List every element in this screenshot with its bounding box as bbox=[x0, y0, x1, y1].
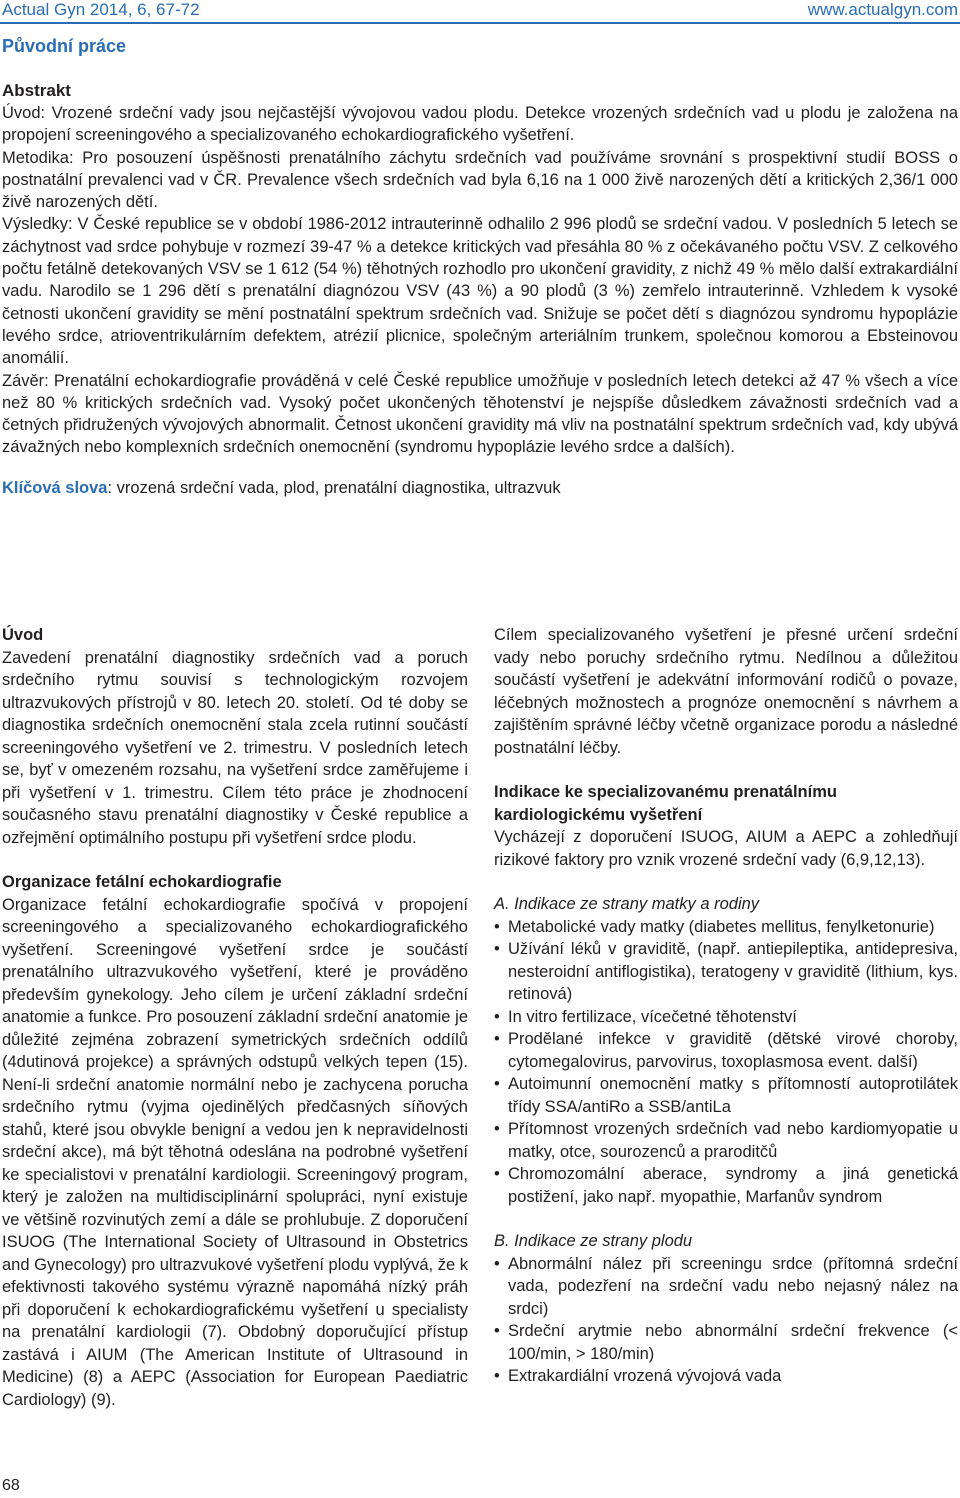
abstract-conclusion: Závěr: Prenatální echokardiografie prováděná v celé České republice umožňuje v posledních letech detekci až 47 % všech a více než 80 % kritických srdečních vad. Vysoký počet ukončených těhotenství je nejspíše důsledkem závažnosti srdečních vad a četných přidružených vývojových abnormalit. Četnost ukončení gravidity má vliv na postnatální spektrum srdečních vad, kdy ubývá závažných nebo komplexních srdečních onemocnění (syndromu hypoplázie levého srdce a dalších). bbox=[2, 371, 958, 457]
aim-text: Cílem specializovaného vyšetření je přesné určení srdeční vady nebo poruchy srdečního rytmu. Nedílnou a důležitou součástí vyšetření je adekvátní informování rodičů o povaze, léčebných možnostech a prognóze onemocnění s návrhem a zajištěním správné léčby včetně organizace porodu a následné postnatální léčby. bbox=[494, 626, 958, 757]
indications-heading: Indikace ke specializovanému prenatálnímu kardiologickému vyšetření bbox=[494, 783, 837, 824]
keywords-label: Klíčová slova bbox=[2, 478, 108, 497]
list-item: • Metabolické vady matky (diabetes mellitus, fenylketonurie) bbox=[494, 916, 958, 939]
intro-text: Zavedení prenatální diagnostiky srdečních vad a poruch srdečního rytmu souvisí s technologickým rozvojem ultrazvukových přístrojů v 80. letech 20. století. Od té doby se diagnostika srdečních onemocnění stala zcela rutinní součástí screeningového vyšetření ve 2. trimestru. V posledních letech se, byť v omezeném rozsahu, na vyšetření srdce zaměřujeme i při vyšetření v 1. trimestru. Cílem této práce je zhodnocení současného stavu prenatální diagnostiky v České republice a ozřejmění optimálního postupu při vyšetření srdce plodu. bbox=[2, 648, 468, 847]
abstract-intro: Úvod: Vrozené srdeční vady jsou nejčastější vývojovou vadou plodu. Detekce vrozených srdečních vad u plodu je založena na propojení screeningového a specializovaného echokardiografického vyšetření. bbox=[2, 104, 958, 145]
bullet-icon: • bbox=[494, 1367, 500, 1385]
abstract-heading: Abstrakt bbox=[2, 81, 71, 100]
subheading-fetus: B. Indikace ze strany plodu bbox=[494, 1232, 693, 1250]
abstract bbox=[2, 80, 958, 499]
list-item: • Autoimunní onemocnění matky s přítomností autoprotilátek třídy SSA/antiRo a SSB/antiLa bbox=[494, 1075, 958, 1116]
list-item: • Užívání léků v graviditě, (např. antiepileptika, antidepresiva, nesteroidní antiflogistika), teratogeny v graviditě (lithium, kys. retinová) bbox=[494, 940, 958, 1003]
left-column bbox=[2, 624, 468, 1411]
keywords bbox=[2, 477, 958, 499]
abstract-methods: Metodika: Pro posouzení úspěšnosti prenatálního záchytu srdečních vad používáme srovnání s prospektivní studií BOSS o postnatální prevalenci vad v ČR. Prevalence všech srdečních vad byla 6,16 na 1 000 živě narozených dětí a kritických 2,36/1 000 živě narozených dětí. bbox=[2, 148, 958, 212]
bullet-icon: • bbox=[494, 1120, 500, 1138]
organization-text: Organizace fetální echokardiografie spočívá v propojení screeningového a specializovaného echokardiografického vyšetření. Screeningové vyšetření srdce je součástí prenatálního ultrazvukového vyšetření, které je prováděno především gynekology. Jeho cílem je určení základní srdeční anatomie a funkce. Pro posouzení základní srdeční anatomie je důležité zejména zobrazení symetrických srdečních oddílů (4dutinová projekce) a správných odstupů velkých tepen (15). Není-li srdeční anatomie normální nebo je zachycena porucha srdečního rytmu (vyjma ojedinělých předčasných síňových stahů, které jsou obvykle benigní a vedou jen k nepravidelnosti srdeční akce), má být těhotná odeslána na podrobné vyšetření ke specialistovi v prenatální kardiologii. Screeningový program, který je založen na multidisciplinární spolupráci, nyní existuje ve většině rozvinutých zemí a dále se prohlubuje. Z doporučení ISUOG (The International Society of Ultrasound in Obstetrics and Gynecology) pro ultrazvukové vyšetření plodu vyplývá, že k efektivnosti takového systému výrazně napomáhá nízký práh při doporučení k echokardiografickému vyšetření u specialisty na prenatální kardiologii (7). Obdobný doporučující přístup zastává i AIUM (The American Institute of Ultrasound in Medicine) (8) a AEPC (Association for European Paediatric Cardiology) (9). bbox=[2, 895, 468, 1409]
list-mother-indications bbox=[494, 916, 958, 1209]
bullet-icon: • bbox=[494, 1075, 500, 1093]
journal-url[interactable]: www.actualgyn.com bbox=[807, 0, 958, 19]
bullet-icon: • bbox=[494, 1322, 500, 1340]
bullet-icon: • bbox=[494, 940, 500, 958]
list-item: • Abnormální nález při screeningu srdce (přítomná srdeční vada, podezření na srdeční vadu nebo nejasný nález na srdci) bbox=[494, 1254, 958, 1318]
page-number: 68 bbox=[2, 1477, 20, 1494]
subheading-mother: A. Indikace ze strany matky a rodiny bbox=[494, 895, 760, 913]
indications-text: Vycházejí z doporučení ISUOG, AIUM a AEPC a zohledňují rizikové faktory pro vznik vrozené srdeční vady (6,9,12,13). bbox=[494, 828, 958, 869]
bullet-icon: • bbox=[494, 1007, 500, 1026]
running-header bbox=[0, 0, 960, 24]
bullet-icon: • bbox=[494, 1254, 500, 1273]
bullet-icon: • bbox=[494, 917, 500, 936]
right-column bbox=[494, 624, 958, 1388]
list-item: • Prodělané infekce v graviditě (dětské virové choroby, cytomegalovirus, parvovirus, toxoplasmosa event. další) bbox=[494, 1030, 958, 1071]
organization-heading: Organizace fetální echokardiografie bbox=[2, 873, 282, 891]
bullet-icon: • bbox=[494, 1165, 500, 1183]
list-item: • Přítomnost vrozených srdečních vad nebo kardiomyopatie u matky, otce, sourozenců a praroditčů bbox=[494, 1120, 958, 1161]
list-item: • Srdeční arytmie nebo abnormální srdeční frekvence (< 100/min, > 180/min) bbox=[494, 1322, 958, 1363]
intro-heading: Úvod bbox=[2, 626, 44, 644]
list-item: • Extrakardiální vrozená vývojová vada bbox=[494, 1365, 958, 1388]
list-item: • In vitro fertilizace, vícečetné těhotenství bbox=[494, 1006, 958, 1029]
article-type: Původní práce bbox=[2, 36, 127, 56]
journal-citation: Actual Gyn 2014, 6, 67-72 bbox=[2, 0, 200, 19]
list-item: • Chromozomální aberace, syndromy a jiná genetická postižení, jako např. myopathie, Marfanův syndrom bbox=[494, 1165, 958, 1206]
abstract-results: Výsledky: V České republice se v období 1986-2012 intrauterinně odhalilo 2 996 plodů se srdeční vadou. V posledních 5 letech se záchytnost vad srdce pohybuje v rozmezí 39-47 % a detekce kritických vad přesáhla 80 % z očekávaného počtu VSV. Z celkového počtu fetálně detekovaných VSV se 1 612 (54 %) těhotných rozhodlo pro ukončení gravidity, z nichž 49 % mělo další extrakardiální vadu. Narodilo se 1 296 dětí s prenatální diagnózou VSV (43 %) a 90 plodů (3 %) zemřelo intrauterinně. Vzhledem k vysoké četnosti ukončení gravidity se mění postnatální spektrum srdečních vad. Snižuje se počet dětí s diagnózou syndromu hypoplázie levého srdce, atrioventrikulárním defektem, atrézií plicnice, společným arteriálním trunkem, společnou komorou a Ebsteinovou anomálií. bbox=[2, 215, 958, 368]
bullet-icon: • bbox=[494, 1030, 500, 1048]
keywords-text: : vrozená srdeční vada, plod, prenatální diagnostika, ultrazvuk bbox=[107, 478, 561, 497]
list-fetus-indications bbox=[494, 1253, 958, 1388]
